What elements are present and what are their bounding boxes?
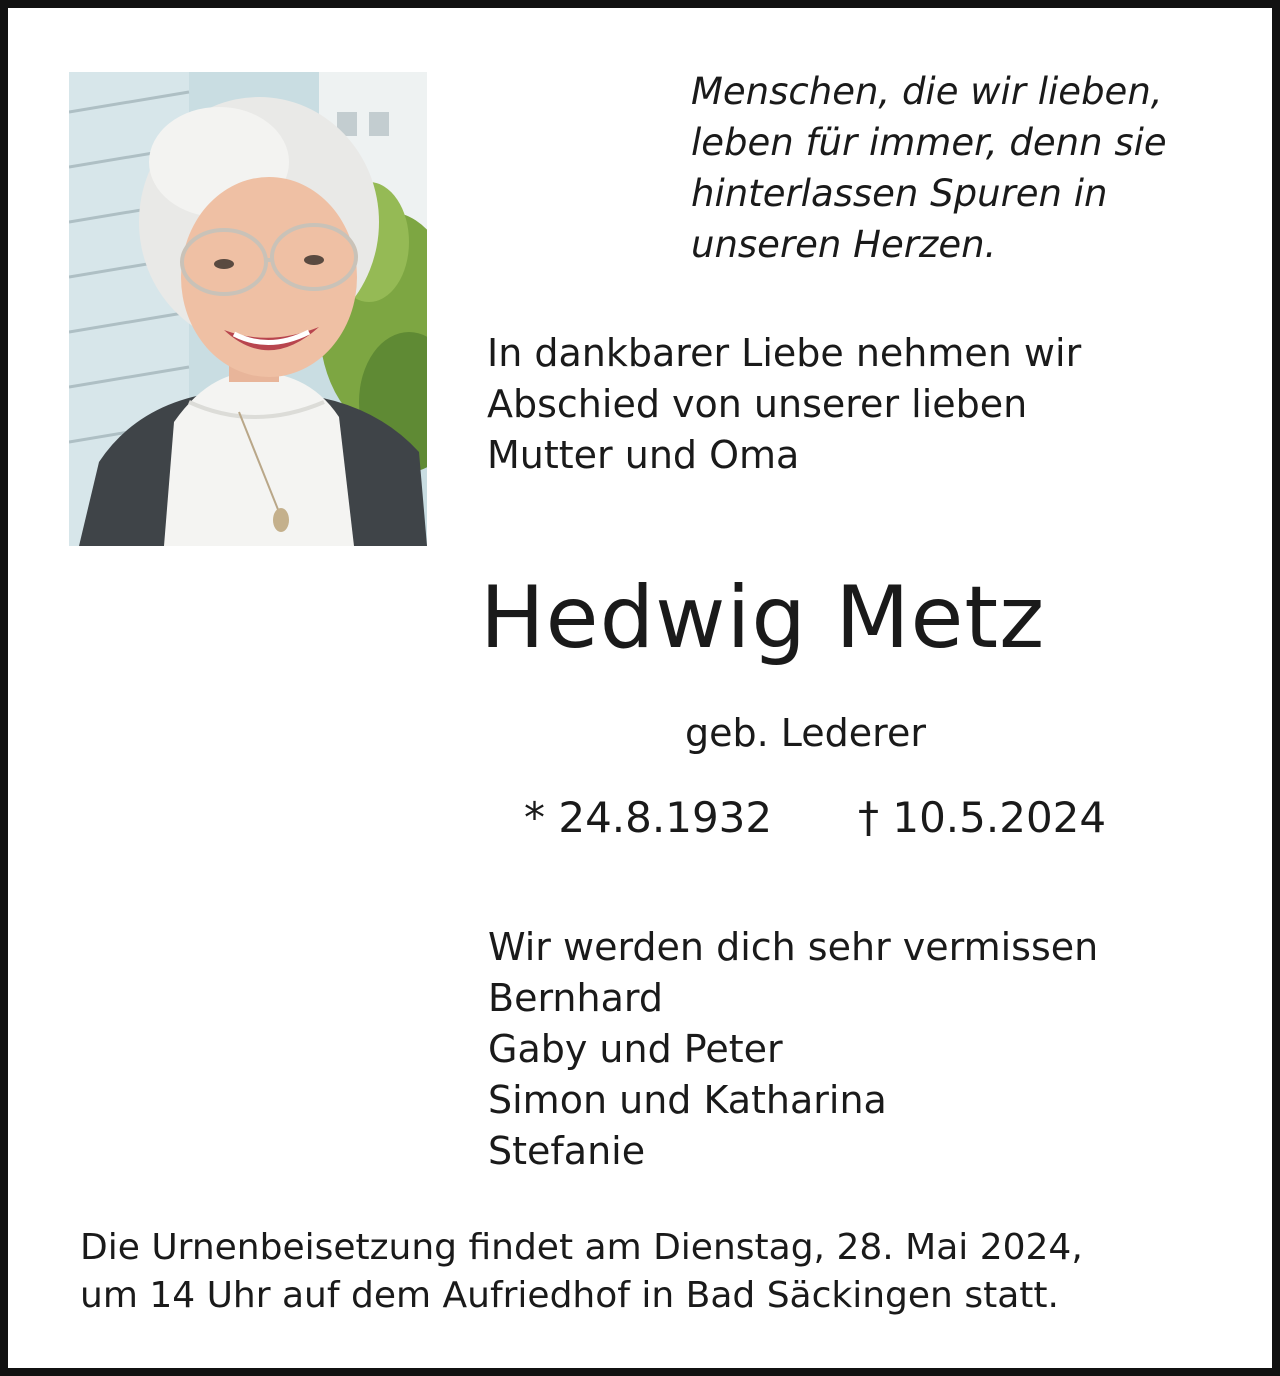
mourners-list xyxy=(488,922,1098,1177)
funeral-info xyxy=(80,1224,1083,1320)
funeral-line: um 14 Uhr auf dem Aufriedhof in Bad Säckingen statt. xyxy=(80,1275,1059,1316)
mourner-line: Gaby und Peter xyxy=(488,1027,783,1071)
mourner-line: Wir werden dich sehr vermissen xyxy=(488,925,1099,969)
farewell-text xyxy=(487,328,1081,481)
quote-line: unseren Herzen. xyxy=(691,223,997,266)
farewell-line: Abschied von unserer lieben xyxy=(487,382,1028,426)
farewell-line: In dankbarer Liebe nehmen wir xyxy=(487,331,1082,375)
maiden-name: geb. Lederer xyxy=(685,711,926,755)
birth-date: * 24.8.1932 xyxy=(524,793,773,842)
funeral-line: Die Urnenbeisetzung findet am Dienstag, 28. Mai 2024, xyxy=(80,1227,1083,1268)
portrait-photo-icon xyxy=(69,72,427,546)
mourner-line: Stefanie xyxy=(488,1129,646,1173)
quote-line: leben für immer, denn sie xyxy=(691,121,1167,164)
mourner-line: Bernhard xyxy=(488,976,663,1020)
quote-line: hinterlassen Spuren in xyxy=(691,172,1108,215)
quote-line: Menschen, die wir lieben, xyxy=(691,70,1163,113)
death-date: † 10.5.2024 xyxy=(858,793,1107,842)
deceased-name: Hedwig Metz xyxy=(480,568,1046,668)
mourner-line: Simon und Katharina xyxy=(488,1078,887,1122)
portrait-photo xyxy=(69,72,427,546)
memorial-quote xyxy=(691,66,1167,270)
farewell-line: Mutter und Oma xyxy=(487,433,800,477)
